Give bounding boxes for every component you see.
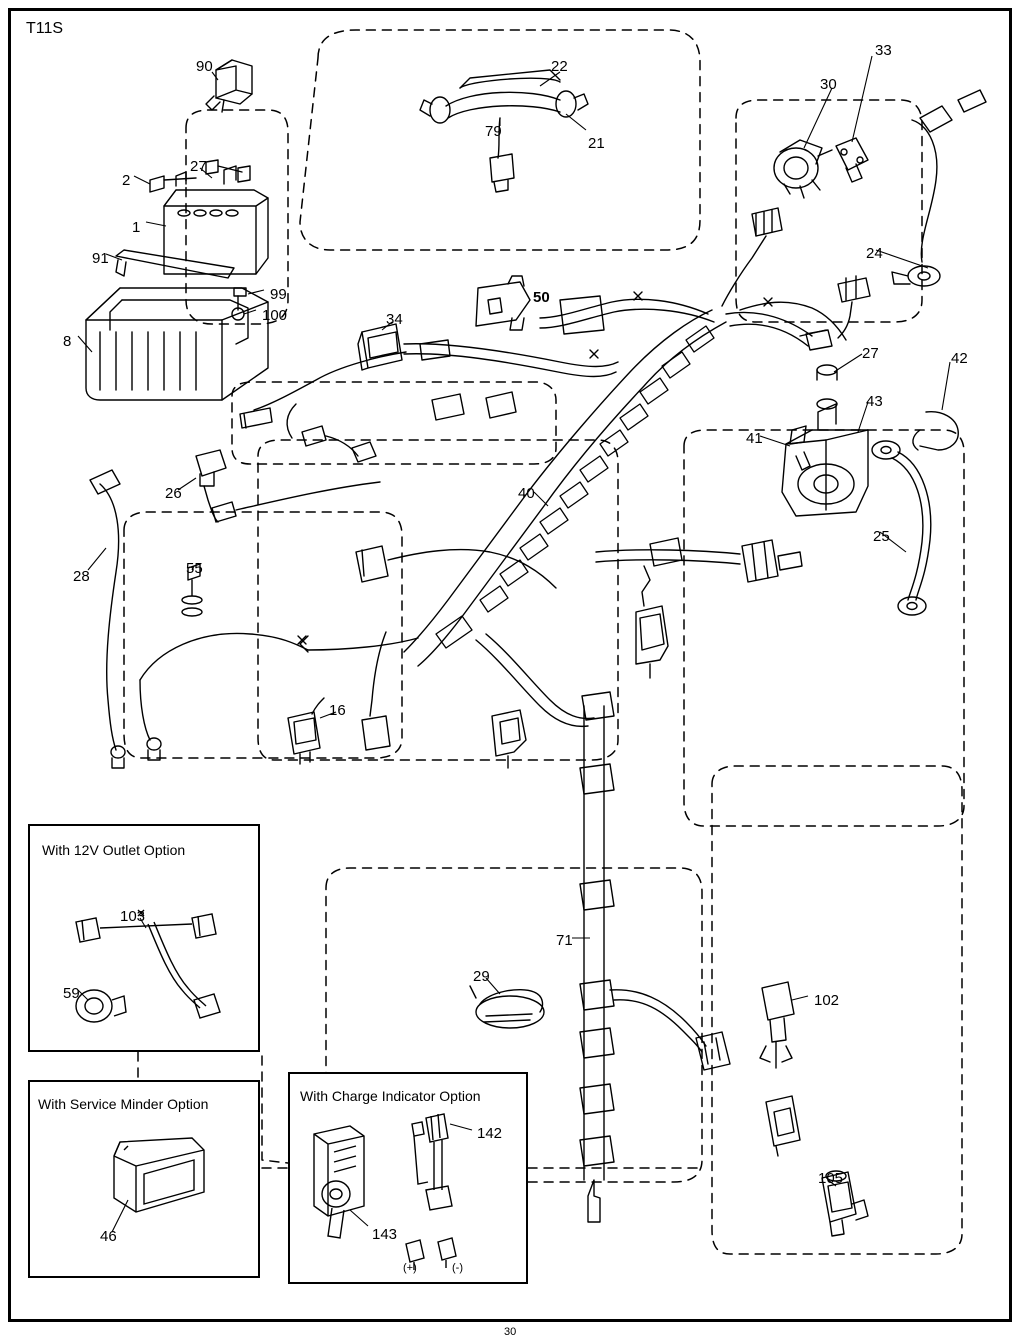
callout-24: 24 (866, 245, 883, 262)
callout-103: 103 (120, 908, 146, 925)
callout-28: 28 (73, 568, 90, 585)
callout-42: 42 (951, 350, 968, 367)
callout-41: 41 (746, 430, 763, 447)
callout-100: 100 (262, 307, 288, 324)
callout-1: 1 (132, 219, 141, 236)
callout-27-right: 27 (862, 345, 879, 362)
callout-71: 71 (556, 932, 573, 949)
callout-91: 91 (92, 250, 109, 267)
callout-8: 8 (63, 333, 72, 350)
inset-service-minder-title: With Service Minder Option (38, 1096, 209, 1112)
callout-142: 142 (477, 1125, 503, 1142)
callout-40: 40 (518, 485, 535, 502)
callout-90: 90 (196, 58, 213, 75)
callout-99: 99 (270, 286, 287, 303)
callout-143: 143 (372, 1226, 398, 1243)
callout-22: 22 (551, 58, 568, 75)
callout-34: 34 (386, 311, 403, 328)
callout-33: 33 (875, 42, 892, 59)
callout-55: 55 (186, 560, 203, 577)
callout-59: 59 (63, 985, 80, 1002)
callout-105: 105 (818, 1170, 844, 1187)
inset-charge-indicator-title: With Charge Indicator Option (300, 1088, 481, 1104)
page-footer: 30 (504, 1326, 517, 1338)
callout-minus: (-) (452, 1262, 463, 1274)
callout-29: 29 (473, 968, 490, 985)
inset-12v-outlet-title: With 12V Outlet Option (42, 842, 186, 858)
callout-25: 25 (873, 528, 890, 545)
callout-16: 16 (329, 702, 346, 719)
callout-43: 43 (866, 393, 883, 410)
page-title: T11S (26, 20, 64, 37)
callout-2: 2 (122, 172, 131, 189)
callout-46: 46 (100, 1228, 117, 1245)
callout-30: 30 (820, 76, 837, 93)
callout-26: 26 (165, 485, 182, 502)
callout-21: 21 (588, 135, 605, 152)
callout-79: 79 (485, 123, 502, 140)
callout-102: 102 (814, 992, 840, 1009)
callout-plus: (+) (403, 1262, 417, 1274)
callout-50: 50 (533, 289, 550, 306)
callout-27-top: 27 (190, 158, 207, 175)
